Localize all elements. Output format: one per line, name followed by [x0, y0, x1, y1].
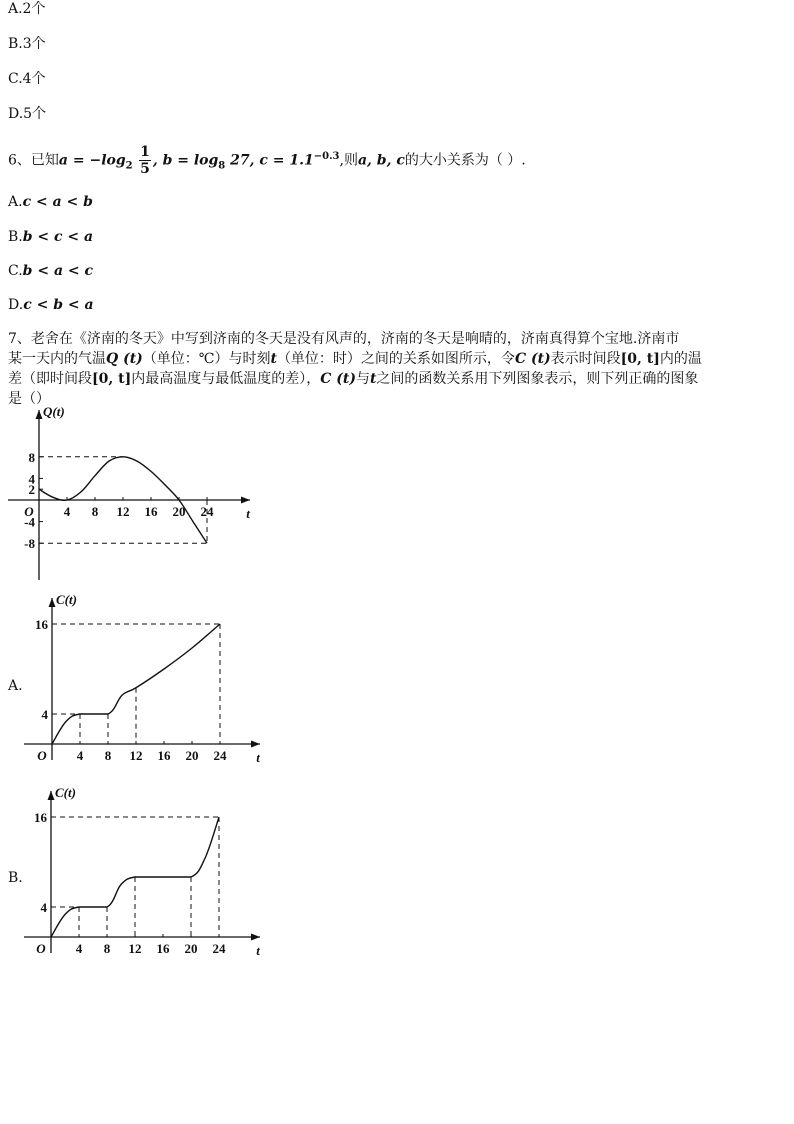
x-tick-label: 16 [157, 748, 171, 763]
q6-option-d: D.c < b < a [8, 297, 94, 313]
q7-ct: C (t) [514, 351, 551, 367]
x-tick-label: 4 [63, 504, 71, 519]
q6-prefix: 6、已知 [8, 152, 59, 169]
y-axis-arrow [49, 598, 56, 607]
q6-stem: 6、已知$a = -\log_2$ $\frac{1}{5}$ , $b = \log_8 27$, $c = 1.1^{-0.3}$,则a, b, c的大小关系为（ ）. [8, 144, 526, 178]
option-a-label: A. [8, 678, 23, 694]
y-tick-label: -4 [24, 514, 35, 530]
origin-label: O [24, 504, 34, 519]
y-tick-label: 16 [35, 617, 48, 632]
x-tick-label: 8 [91, 504, 99, 519]
y-axis-label: C(t) [55, 785, 76, 800]
q7-line-2: 某一天内的气温Q (t)（单位：℃）与时刻t（单位：时）之间的关系如图所示，令C (t)表示时间段[0, t]内的温 [8, 351, 702, 367]
x-tick-label: 8 [103, 941, 111, 956]
q6-c-exponent: −0.3 [313, 151, 340, 162]
y-axis-arrow [48, 791, 55, 800]
q7-line-3: 差（即时间段[0, t]内最高温度与最低温度的差），C (t)与t之间的函数关系用下列图象表示，则下列正确的图象 [8, 371, 699, 387]
q6-option-c: C.b < a < c [8, 263, 94, 279]
x-axis-arrow [251, 741, 260, 748]
q7-qt: Q (t) [106, 351, 143, 367]
x-tick-label: 12 [116, 504, 130, 519]
q5-option-d: D.5个 [8, 106, 47, 122]
option-b-label: B. [8, 870, 23, 886]
x-tick-label: 24 [212, 941, 226, 956]
x-tick-label: 16 [144, 504, 158, 519]
y-tick-label: 4 [28, 471, 35, 487]
x-axis-arrow [241, 497, 250, 504]
x-axis-label: t [246, 506, 250, 521]
y-axis-label: Q(t) [43, 405, 65, 419]
y-tick-label: -8 [24, 536, 35, 552]
q6-fraction: $\frac{1}{5}$ [140, 144, 150, 178]
y-tick-label: 4 [40, 900, 47, 915]
q5-option-c: C.4个 [8, 71, 46, 87]
y-tick-label: 16 [34, 810, 47, 825]
y-tick-label: 2 [28, 482, 35, 498]
origin-label: O [37, 748, 47, 763]
x-tick-label: 4 [76, 748, 84, 763]
qt-graph [0, 405, 260, 585]
q6-b-expr: , b = log [152, 152, 219, 169]
x-tick-label: 8 [104, 748, 112, 763]
y-tick-label: 4 [41, 707, 48, 722]
x-tick-label: 20 [184, 941, 198, 956]
q6-vars: a, b, c [357, 152, 405, 169]
option-b-graph [18, 785, 268, 965]
x-axis-label: t [256, 943, 260, 958]
q6-b-base: 8 [218, 160, 226, 172]
x-tick-label: 24 [200, 504, 214, 519]
y-tick-label: 8 [28, 449, 35, 465]
x-axis-label: t [256, 750, 260, 765]
series-line [51, 817, 219, 937]
y-axis-label: C(t) [56, 592, 77, 607]
q5-option-b: B.3个 [8, 36, 46, 52]
x-axis-arrow [251, 934, 260, 941]
y-axis-arrow [36, 410, 43, 419]
x-tick-label: 20 [172, 504, 186, 519]
q7-line-4: 是（） [8, 391, 50, 407]
q6-c-expr: 27, c = 1.1 [225, 152, 314, 169]
q6-option-a: A.c < a < b [8, 194, 93, 210]
option-a-graph [18, 592, 268, 772]
x-tick-label: 12 [129, 748, 143, 763]
x-tick-label: 12 [128, 941, 142, 956]
q6-option-b: B.b < c < a [8, 229, 94, 245]
q7-line-1: 7、老舍在《济南的冬天》中写到济南的冬天是没有风声的，济南的冬天是响晴的，济南真得算个宝地.济南市 [8, 331, 680, 347]
x-tick-label: 4 [75, 941, 83, 956]
q6-log-base: 2 [125, 160, 133, 172]
x-tick-label: 20 [185, 748, 199, 763]
x-tick-label: 16 [156, 941, 170, 956]
q7-interval: [0, t] [620, 351, 660, 367]
origin-label: O [36, 941, 46, 956]
q6-a-expr: a = −log [58, 152, 126, 169]
q5-option-a: A.2个 [8, 1, 46, 17]
x-tick-label: 24 [213, 748, 227, 763]
